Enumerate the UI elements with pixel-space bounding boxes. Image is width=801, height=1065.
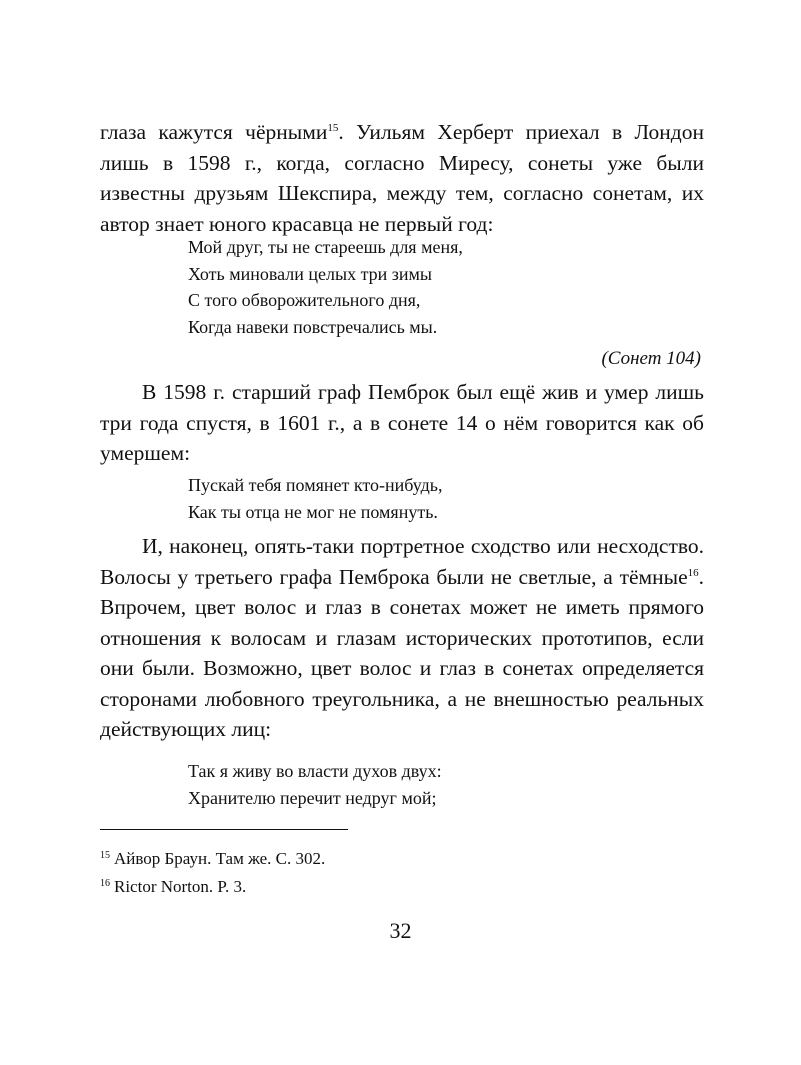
footnote-text: Айвор Браун. Там же. С. 302. <box>114 849 326 868</box>
paragraph-text: глаза кажутся чёрными <box>100 120 328 144</box>
paragraph-1 <box>100 117 704 239</box>
page-number: 32 <box>389 918 412 943</box>
verse-source: (Сонет 104) <box>601 348 701 369</box>
verse-line: Как ты отца не мог не помянуть. <box>188 501 438 522</box>
paragraph-text: И, наконец, опять-таки портретное сходство или несходство. Волосы у третьего графа Пемброка были не светлые, а тёмные <box>100 534 704 589</box>
verse-line: Когда навеки повстречались мы. <box>188 316 438 337</box>
footnote-ref-16[interactable]: 16 <box>687 566 699 579</box>
verse-line: Так я живу во власти духов двух: <box>188 761 442 781</box>
footnote-ref-15[interactable]: 15 <box>327 122 339 134</box>
paragraph-text: В 1598 г. старший граф Пемброк был ещё жив и умер лишь три года спустя, в 1601 г., а в сонете 14 о нём говорится как об умершем: <box>100 380 704 465</box>
footnote-number: 15 <box>100 850 110 861</box>
paragraph-text: . Уильям Херберт приехал в Лондон лишь в 1598 г., когда, согласно Миресу, сонеты уже были известны друзьям Шекспира, между тем, согласно сонетам, их автор знает юного красавца не первый год: <box>100 120 704 236</box>
verse-line: Хоть миновали целых три зимы <box>188 263 433 284</box>
verse-line: Хранителю перечит недруг мой; <box>188 787 437 808</box>
footnote-number: 16 <box>100 878 110 889</box>
paragraph-3 <box>100 531 704 745</box>
verse-sonnet-104 <box>188 234 688 340</box>
paragraph-2 <box>100 377 704 469</box>
footnote-divider <box>100 829 348 830</box>
verse-spirits <box>188 758 688 811</box>
verse-line: Пускай тебя помянет кто-нибудь, <box>188 475 443 495</box>
footnote-text: Rictor Norton. P. 3. <box>114 877 247 896</box>
verse-line: С того обворожительного дня, <box>188 290 421 310</box>
verse-sonnet-14 <box>188 472 688 525</box>
footnote-15 <box>100 844 325 871</box>
verse-line: Мой друг, ты не стареешь для меня, <box>188 237 463 257</box>
paragraph-text: . Впрочем, цвет волос и глаз в сонетах может не иметь прямого отношения к волосам и глазам исторических прототипов, если они были. Возможно, цвет волос и глаз в сонетах определяется сторонами любовного треугольника, а не внешностью реальных действующих лиц: <box>100 564 704 741</box>
footnote-16 <box>100 872 246 899</box>
